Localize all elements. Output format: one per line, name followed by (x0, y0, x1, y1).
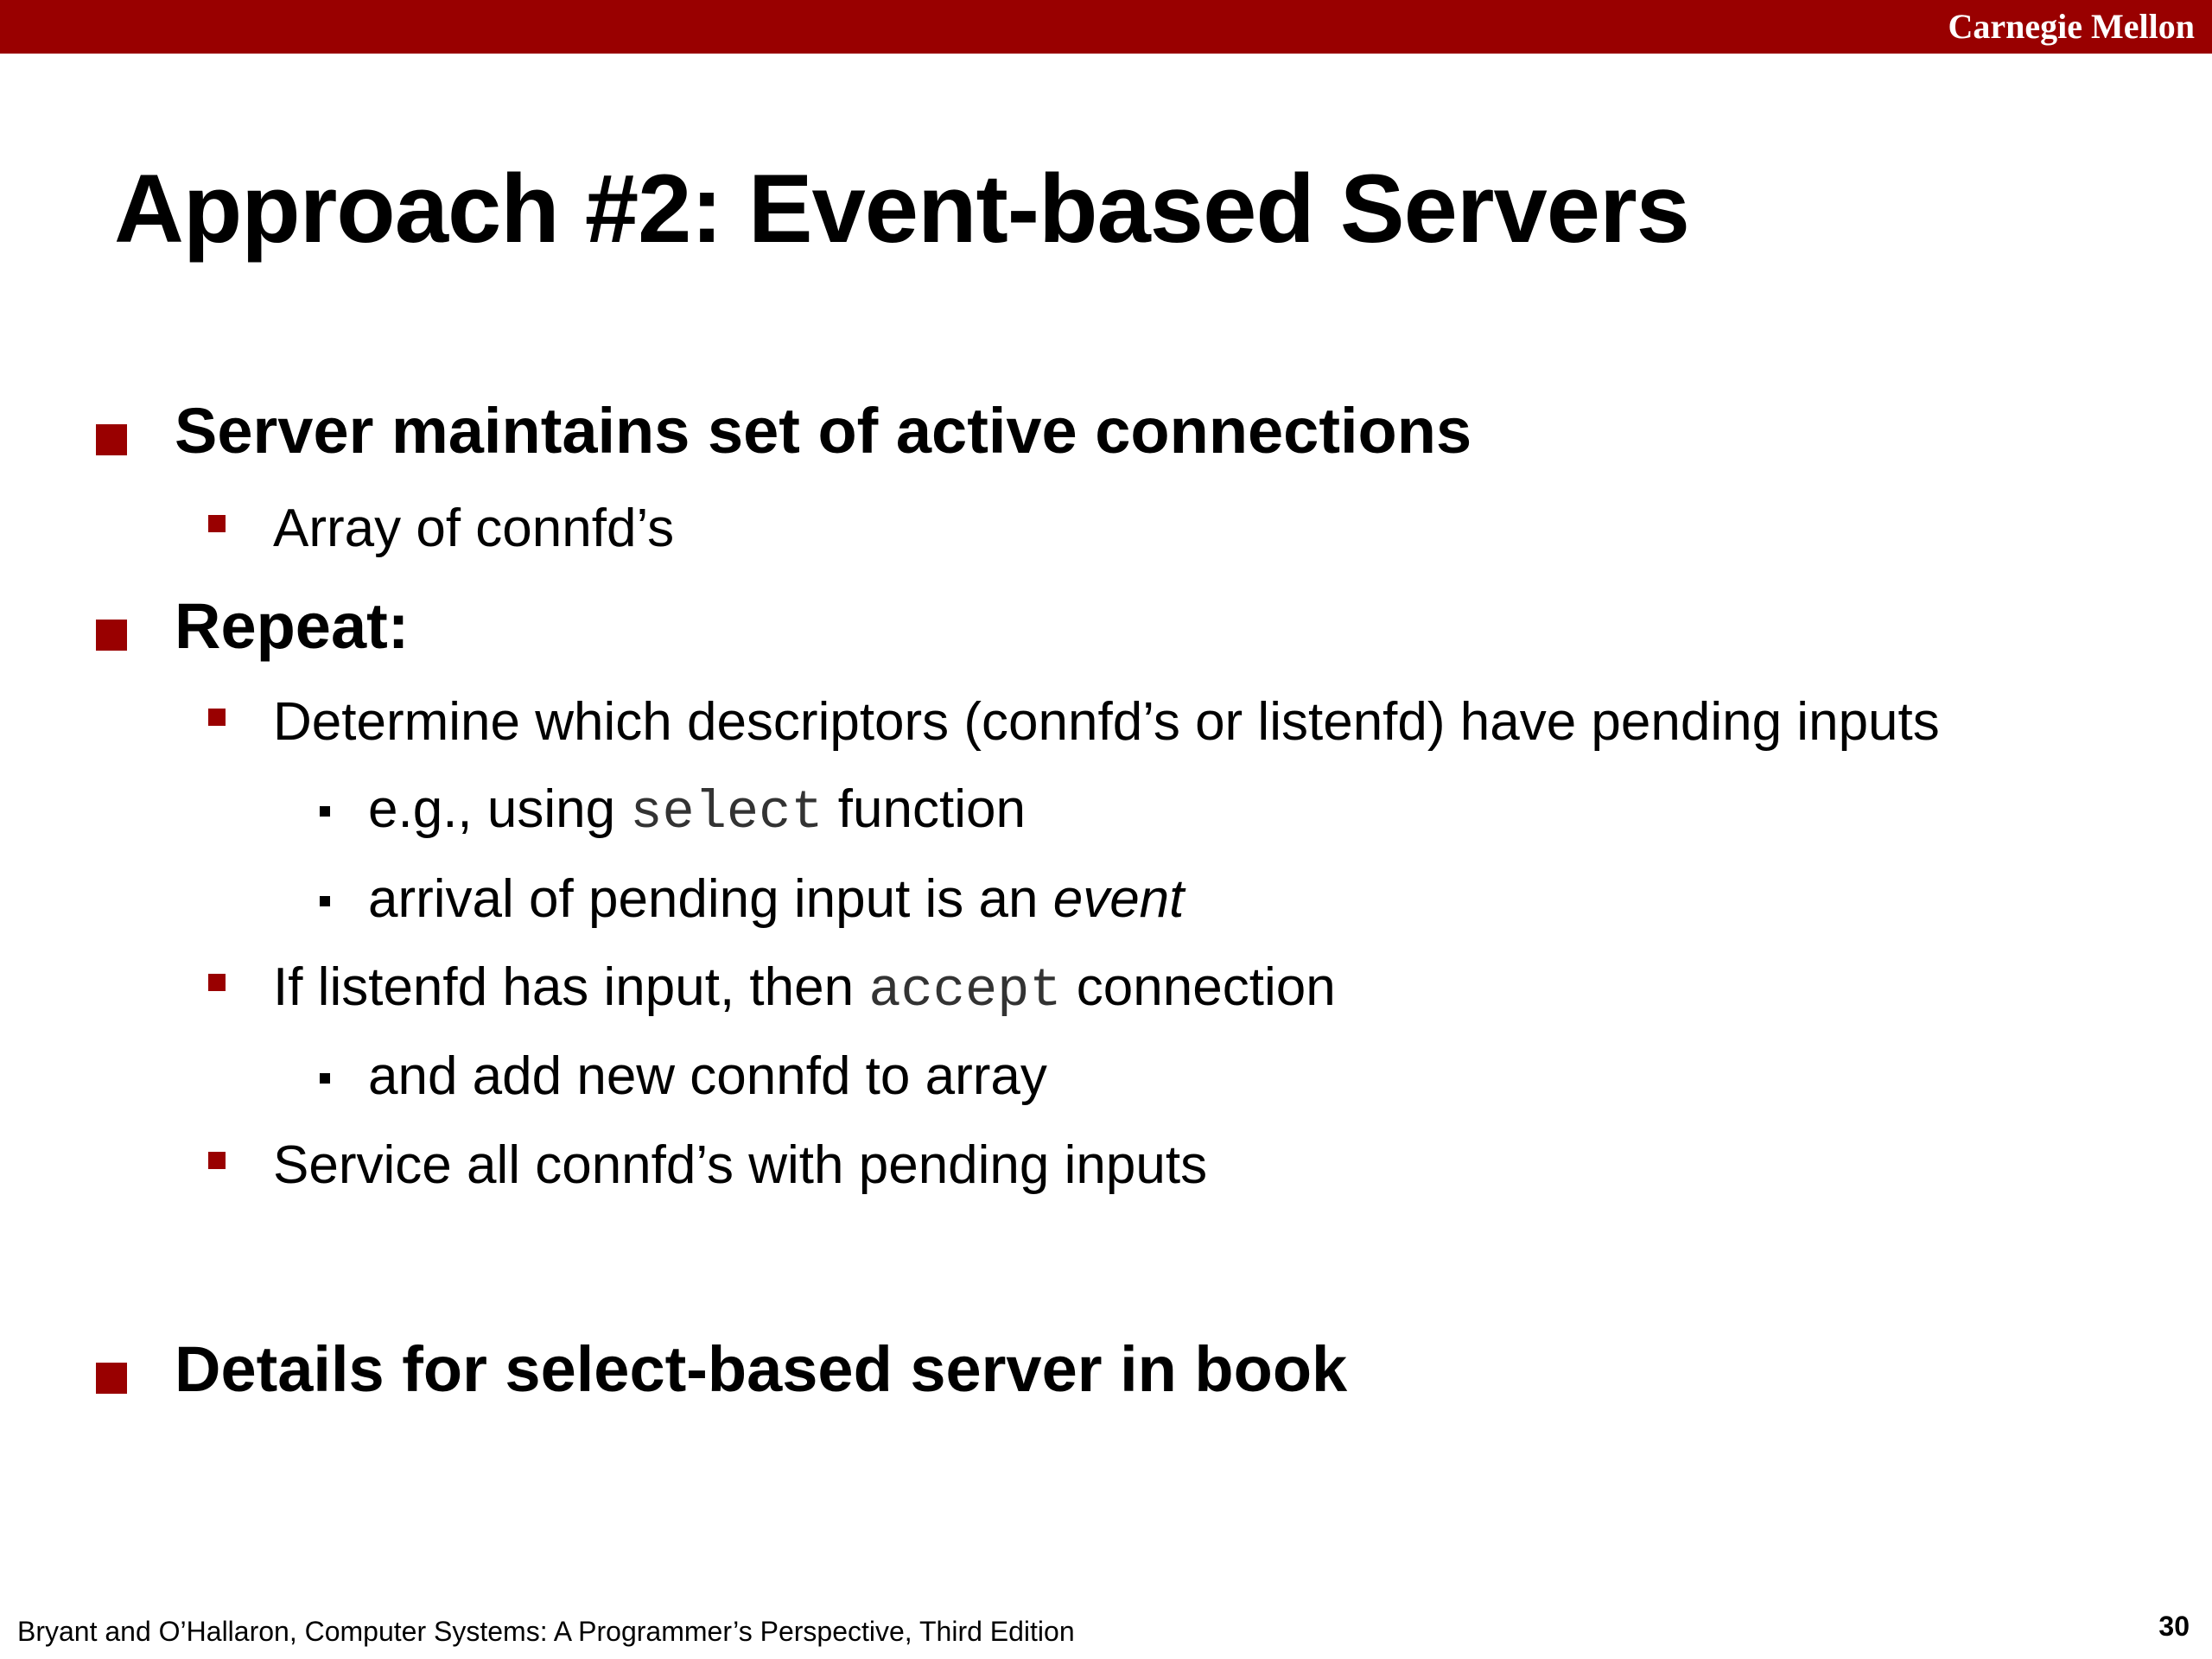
level3-bullet (320, 896, 330, 906)
text-segment: connection (1061, 957, 1336, 1017)
bullet-level2: Determine which descriptors (connfd’s or listenfd) have pending inputs (273, 692, 1940, 752)
level2-bullet (208, 515, 226, 532)
code-select: select (630, 782, 823, 843)
bullet-level3 (368, 775, 1026, 848)
bullet-level1: Server maintains set of active connections (175, 395, 1472, 467)
page-number: 30 (2158, 1611, 2190, 1642)
level1-bullet (96, 1363, 127, 1394)
bullet-level2: Service all connfd’s with pending inputs (273, 1135, 1208, 1195)
emphasis-event: event (1052, 869, 1185, 929)
text-segment: If listenfd has input, then (273, 957, 869, 1017)
level3-bullet (320, 806, 330, 817)
level2-bullet (208, 974, 226, 991)
bullet-level1: Repeat: (175, 590, 410, 662)
bullet-level2 (273, 953, 1336, 1026)
level2-bullet (208, 1152, 226, 1169)
brand-name: Carnegie Mellon (1948, 7, 2195, 46)
level3-bullet (320, 1073, 330, 1084)
text-segment: arrival of pending input is an (368, 869, 1053, 929)
level1-bullet (96, 620, 127, 651)
header-bar (0, 0, 2212, 54)
text-segment: e.g., using (368, 779, 631, 839)
level2-bullet (208, 709, 226, 726)
bullet-level3 (368, 865, 1184, 934)
text-segment: function (823, 779, 1026, 839)
code-accept: accept (868, 960, 1062, 1021)
level1-bullet (96, 424, 127, 455)
bullet-level1: Details for select-based server in book (175, 1333, 1348, 1405)
bullet-level3: and add new connfd to array (368, 1046, 1047, 1106)
footer-citation: Bryant and O’Hallaron, Computer Systems: A Programmer’s Perspective, Third Edition (17, 1616, 1075, 1647)
slide-title: Approach #2: Event-based Servers (114, 155, 1689, 263)
bullet-level2: Array of connfd’s (273, 499, 675, 558)
